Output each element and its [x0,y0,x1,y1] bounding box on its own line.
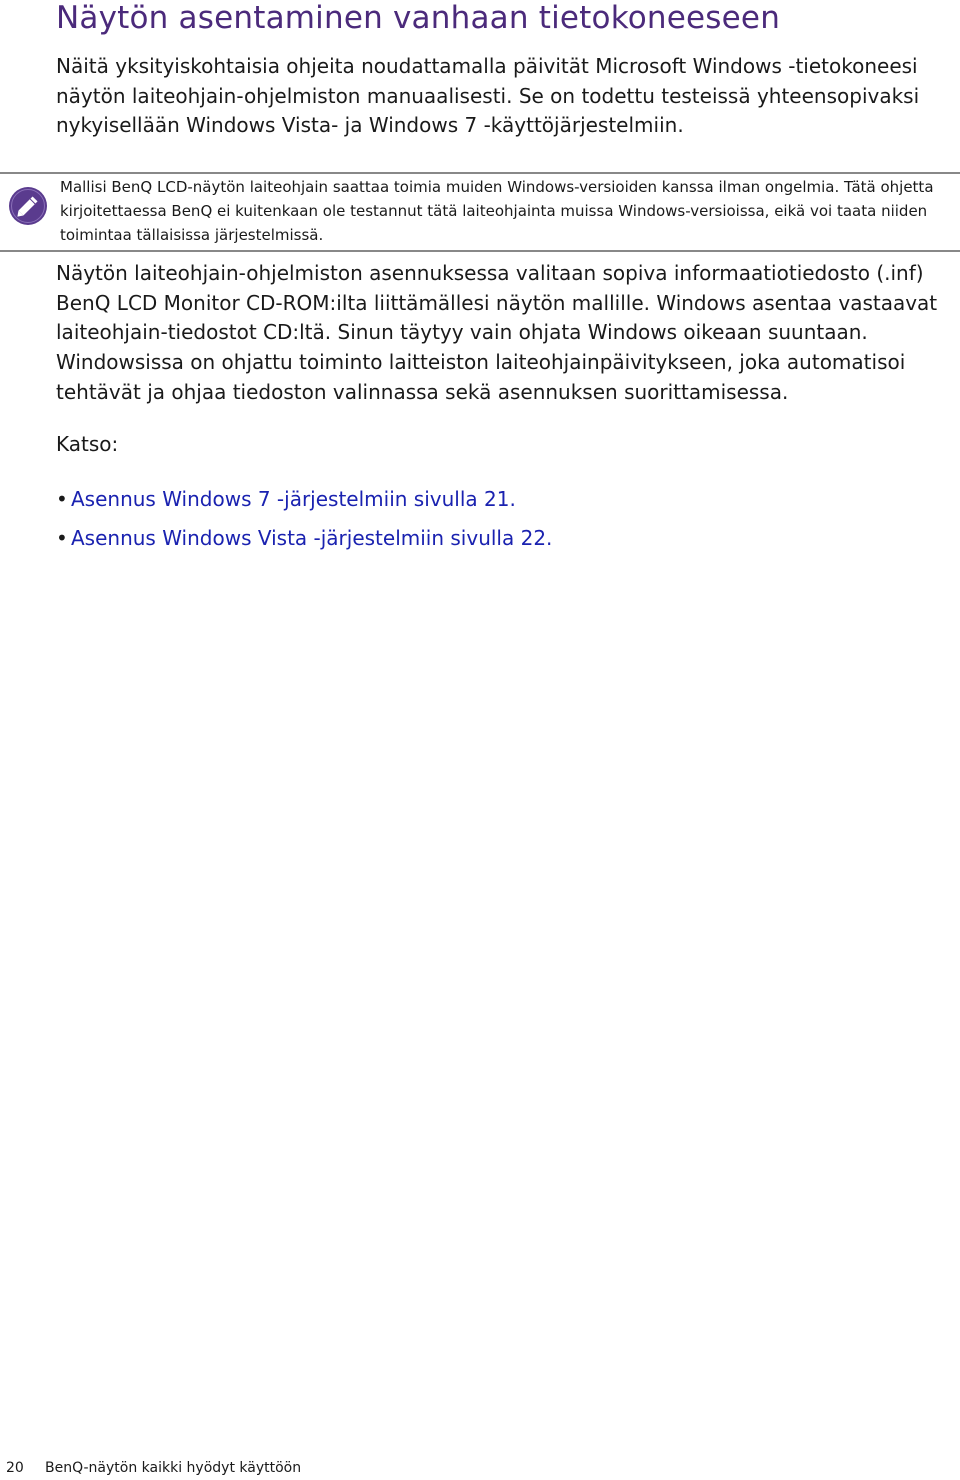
note-text: Mallisi BenQ LCD-näytön laiteohjain saattaa toimia muiden Windows-versioiden kanssa ilman ongelmia. Tätä ohjetta kirjoitettaessa BenQ ei kuitenkaan ole testannut tätä laiteohjainta muissa Windows-versioissa, eikä voi taata niiden toimintaa tällaisissa järjestelmissä. [60,178,934,244]
see-also-label: Katso: [56,432,119,456]
link-windows-7[interactable]: Asennus Windows 7 -järjestelmiin sivulla 21. [71,487,516,511]
note-bottom-divider [0,250,960,252]
page-number: 20 [6,1460,24,1476]
footer-text: BenQ-näytön kaikki hyödyt käyttöön [45,1460,302,1476]
body-paragraph: Näytön laiteohjain-ohjelmiston asennuksessa valitaan sopiva informaatiotiedosto (.inf) BenQ LCD Monitor CD-ROM:ilta liittämällesi näytön mallille. Windows asentaa vastaavat laiteohjain-tiedostot CD:ltä. Sinun täytyy vain ohjata Windows oikeaan suuntaan. Windowsissa on ohjattu toiminto laitteiston laiteohjainpäivitykseen, joka automatisoi tehtävät ja ohjaa tiedoston valinnassa sekä asennuksen suorittamisessa. [56,261,938,404]
list-item [56,526,552,565]
link-windows-vista[interactable]: Asennus Windows Vista -järjestelmiin sivulla 22. [71,526,553,550]
intro-paragraph: Näitä yksityiskohtaisia ohjeita noudattamalla päivität Microsoft Windows -tietokoneesi näytön laiteohjain-ohjelmiston manuaalisesti. Se on todettu testeissä yhteensopivaksi nykyisellään Windows Vista- ja Windows 7 -käyttöjärjestelmiin. [56,54,920,137]
pencil-note-icon [7,185,49,227]
bullet-icon: • [56,487,68,511]
page-footer [6,1460,301,1476]
bullet-icon: • [56,526,68,550]
see-also-list [56,487,552,565]
page-title: Näytön asentaminen vanhaan tietokoneeseen [56,0,781,36]
note-top-divider [0,172,960,174]
list-item [56,487,552,526]
